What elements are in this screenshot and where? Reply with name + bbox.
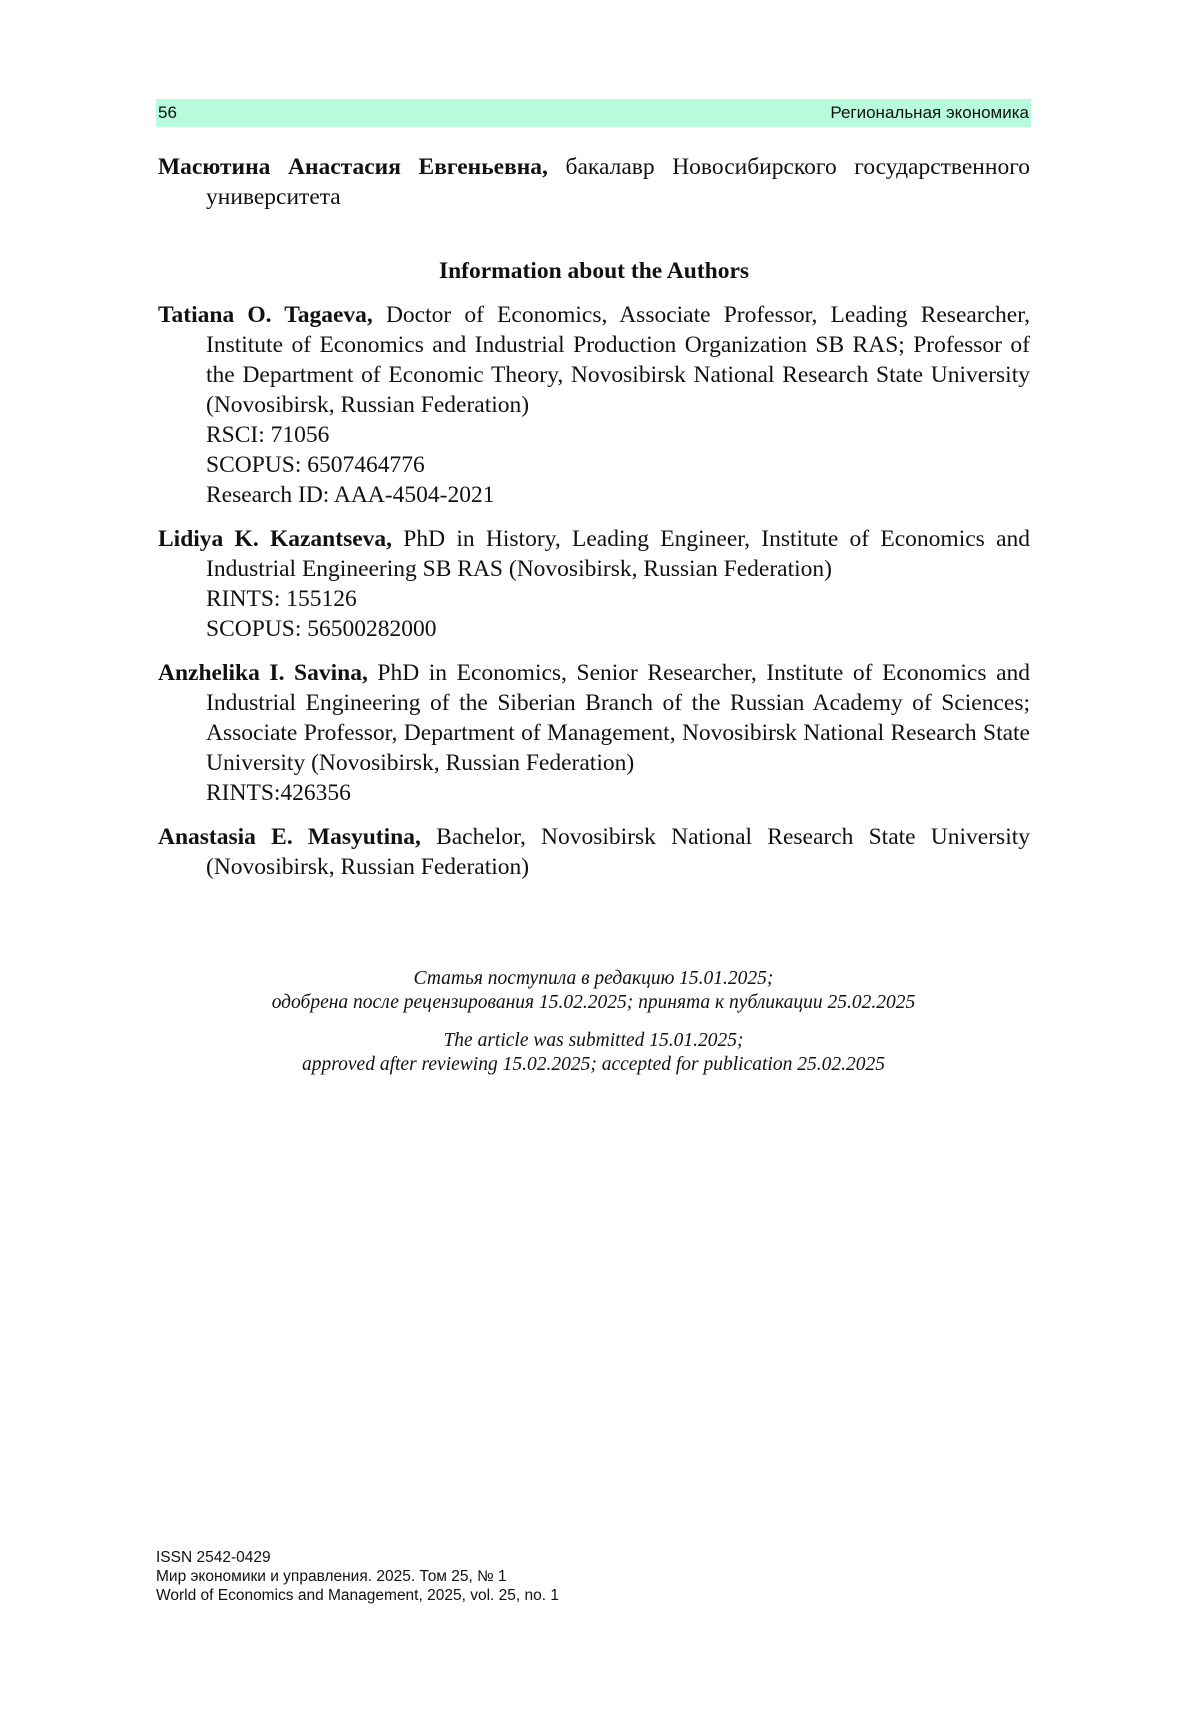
dates-english	[156, 1029, 1031, 1077]
journal-ru: Мир экономики и управления. 2025. Том 25, № 1	[156, 1568, 507, 1585]
dates-russian	[156, 967, 1031, 1015]
dates-ru-line1: Статья поступила в редакцию 15.01.2025;	[413, 968, 774, 989]
author-name: Масютина Анастасия Евгеньевна,	[158, 154, 548, 180]
author-description: Doctor of Economics, Associate Professor, Leading Researcher, Institute of Economics and Industrial Production Organization SB RAS; Professor of the Department of Economic Theory, Novosibirsk National Research State University (Novosibirsk, Russian Federation)	[206, 302, 1030, 418]
issn: ISSN 2542-0429	[156, 1549, 271, 1566]
author-entry-masyutina	[158, 822, 1030, 882]
section-name: Региональная экономика	[830, 103, 1029, 122]
page-number: 56	[158, 103, 177, 122]
author-id: RSCI: 71056	[206, 422, 330, 448]
journal-en: World of Economics and Management, 2025, vol. 25, no. 1	[156, 1587, 559, 1604]
journal-footer	[156, 1548, 559, 1605]
section-title: Information about the Authors	[438, 258, 750, 284]
author-id: RINTS: 155126	[206, 586, 357, 612]
author-entry-savina	[158, 658, 1030, 808]
author-description: бакалавр Новосибирского государственного университета	[206, 154, 1030, 210]
author-name: Anzhelika I. Savina,	[158, 660, 368, 686]
submission-dates	[156, 967, 1031, 1077]
dates-ru-line2: одобрена после рецензирования 15.02.2025; принята к публикации 25.02.2025	[271, 992, 916, 1013]
russian-author-entry	[158, 152, 1030, 212]
dates-en-line2: approved after reviewing 15.02.2025; accepted for publication 25.02.2025	[302, 1054, 885, 1075]
author-entry-kazantseva	[158, 524, 1030, 644]
dates-en-line1: The article was submitted 15.01.2025;	[443, 1030, 744, 1051]
author-id: Research ID: AAA-4504-2021	[206, 482, 495, 508]
author-id: SCOPUS: 56500282000	[206, 616, 437, 642]
author-id: RINTS:426356	[206, 780, 351, 806]
author-name: Anastasia E. Masyutina,	[158, 824, 421, 850]
author-name: Tatiana O. Tagaeva,	[158, 302, 373, 328]
author-entry-tagaeva	[158, 300, 1030, 510]
running-header	[156, 99, 1031, 127]
author-name: Lidiya K. Kazantseva,	[158, 526, 393, 552]
authors-content	[158, 152, 1030, 882]
author-description: PhD in History, Leading Engineer, Institute of Economics and Industrial Engineering SB RAS (Novosibirsk, Russian Federation)	[206, 526, 1030, 582]
author-id: SCOPUS: 6507464776	[206, 452, 425, 478]
author-description: Bachelor, Novosibirsk National Research State University (Novosibirsk, Russian Federation)	[206, 824, 1030, 880]
author-description: PhD in Economics, Senior Researcher, Institute of Economics and Industrial Engineering of the Siberian Branch of the Russian Academy of Sciences; Associate Professor, Department of Management, Novosibirsk National Research State University (Novosibirsk, Russian Federation)	[206, 660, 1030, 776]
